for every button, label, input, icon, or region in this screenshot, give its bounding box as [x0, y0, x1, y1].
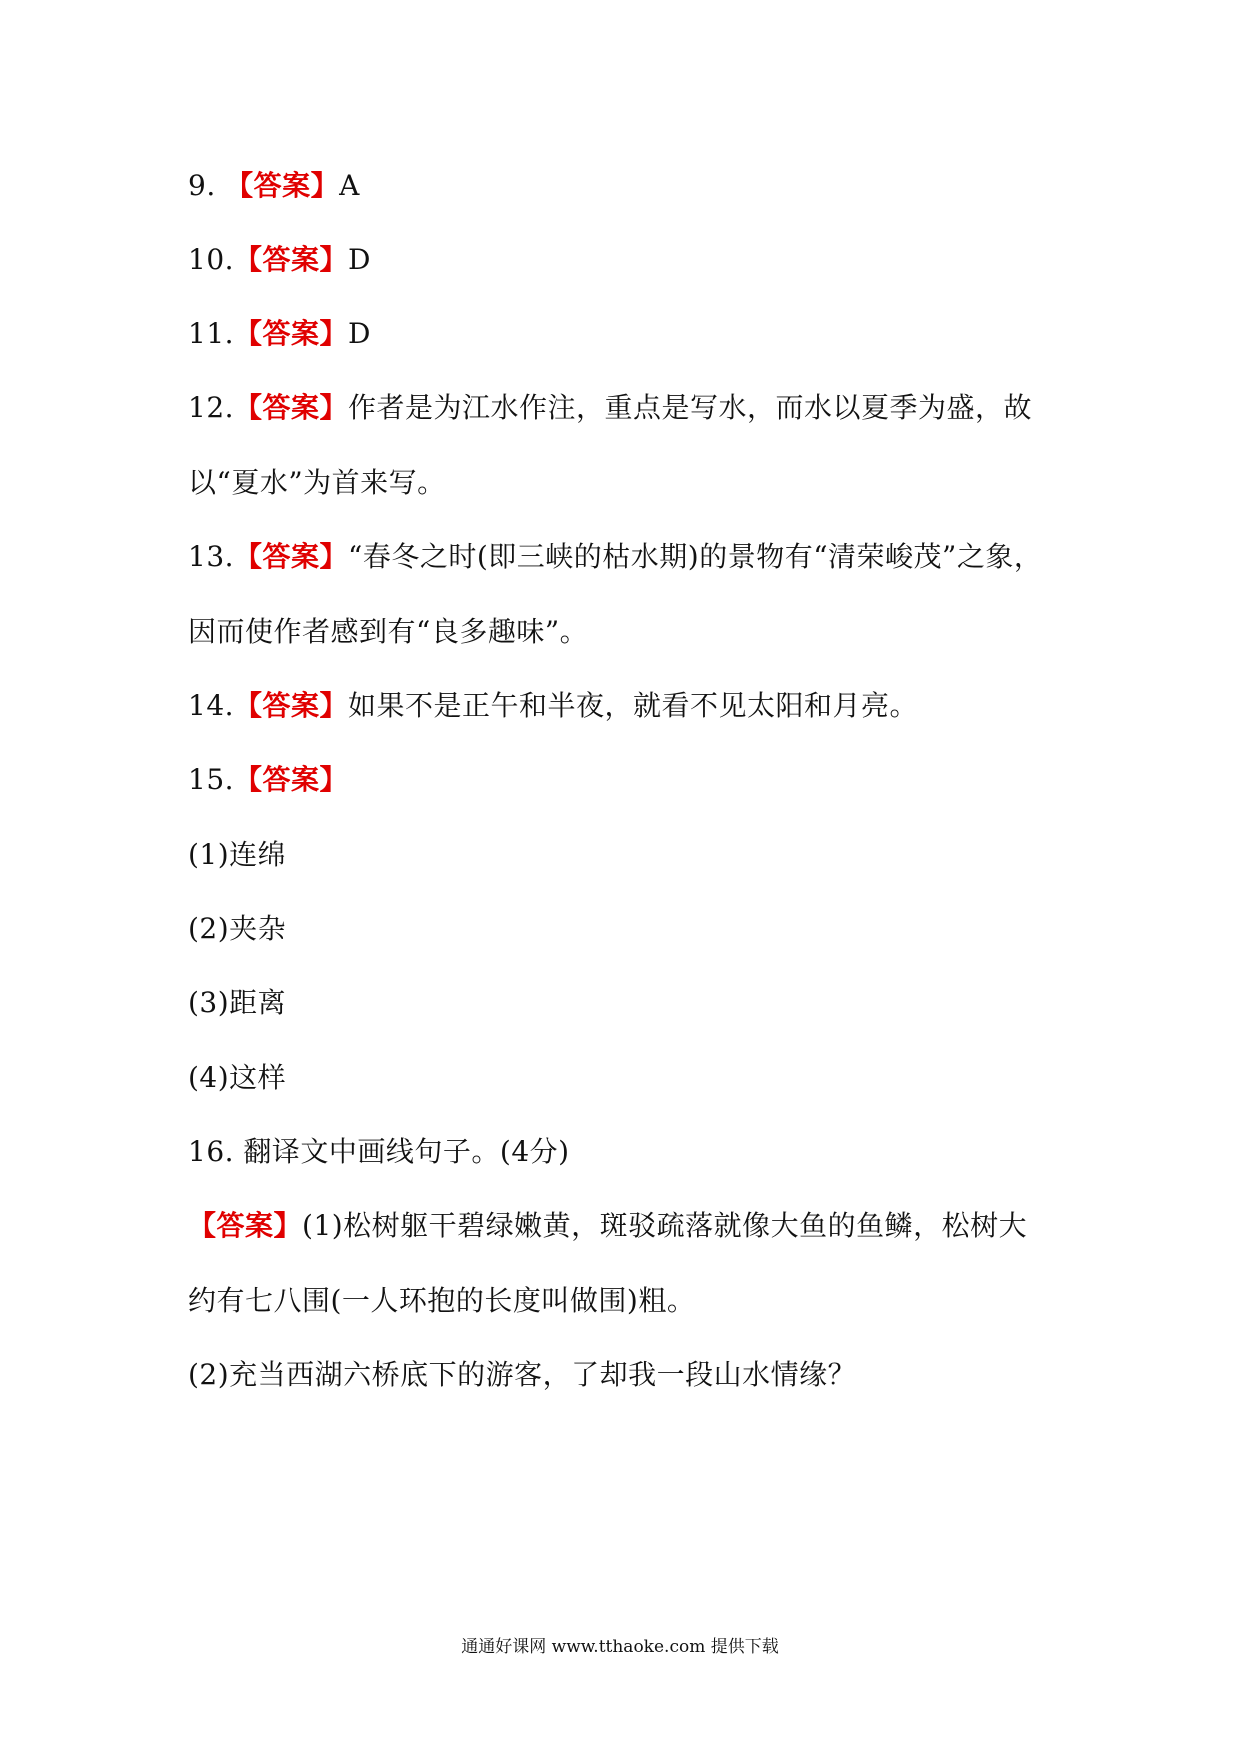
sub-answer: (4)这样	[188, 1061, 287, 1094]
answer-tag: 【答案】	[234, 391, 349, 424]
answer-tag: 【答案】	[188, 1209, 303, 1242]
answer-text: (2)充当西湖六桥底下的游客，了却我一段山水情缘？	[188, 1358, 857, 1391]
answer-text: 约有七八围(一人环抱的长度叫做围)粗。	[188, 1284, 696, 1317]
question-number: 15.	[188, 763, 235, 796]
page-footer: 通通好课网 www.tthaoke.com 提供下载	[461, 1637, 779, 1657]
question-number: 14.	[188, 689, 235, 722]
question-number: 9.	[188, 169, 216, 202]
answer-13	[188, 539, 1042, 575]
answer-tag: 【答案】	[234, 689, 349, 722]
sub-answer: (1)连绵	[188, 838, 287, 871]
answer-tag: 【答案】	[234, 243, 349, 276]
answer-16-part-2	[188, 1357, 856, 1393]
answer-text: A	[339, 169, 360, 202]
answer-9	[188, 168, 360, 204]
answer-text: “春冬之时(即三峡的枯水期)的景物有“清荣峻茂”之象，	[348, 540, 1043, 573]
question-number: 10.	[188, 243, 235, 276]
answer-text: (1)松树躯干碧绿嫩黄，斑驳疏落就像大鱼的鱼鳞，松树大	[302, 1209, 1028, 1242]
answer-tag: 【答案】	[225, 169, 340, 202]
answer-15-item-4	[188, 1060, 286, 1096]
answer-12	[188, 390, 1032, 426]
answer-text: D	[348, 243, 371, 276]
sub-answer: (2)夹杂	[188, 912, 287, 945]
question-number: 11.	[188, 317, 235, 350]
answer-text: 作者是为江水作注，重点是写水，而水以夏季为盛，故	[348, 391, 1033, 424]
question-16	[188, 1134, 570, 1170]
answer-tag: 【答案】	[234, 317, 349, 350]
answer-tag: 【答案】	[234, 763, 349, 796]
answer-15-item-3	[188, 985, 286, 1021]
answer-text: 以“夏水”为首来写。	[188, 466, 446, 499]
answer-text: 如果不是正午和半夜，就看不见太阳和月亮。	[348, 689, 919, 722]
sub-answer: (3)距离	[188, 986, 287, 1019]
answer-15	[188, 762, 348, 798]
answer-15-item-1	[188, 837, 286, 873]
answer-16-continued	[188, 1283, 695, 1319]
question-text: 16. 翻译文中画线句子。(4分)	[188, 1135, 570, 1168]
answer-12-continued	[188, 465, 446, 501]
answer-15-item-2	[188, 911, 286, 947]
question-number: 13.	[188, 540, 235, 573]
question-number: 12.	[188, 391, 235, 424]
answer-tag: 【答案】	[234, 540, 349, 573]
answer-13-continued	[188, 614, 588, 650]
answer-text: D	[348, 317, 371, 350]
answer-10	[188, 242, 371, 278]
answer-11	[188, 316, 371, 352]
answer-text: 因而使作者感到有“良多趣味”。	[188, 615, 589, 648]
answer-16	[188, 1208, 1027, 1244]
answer-14	[188, 688, 918, 724]
